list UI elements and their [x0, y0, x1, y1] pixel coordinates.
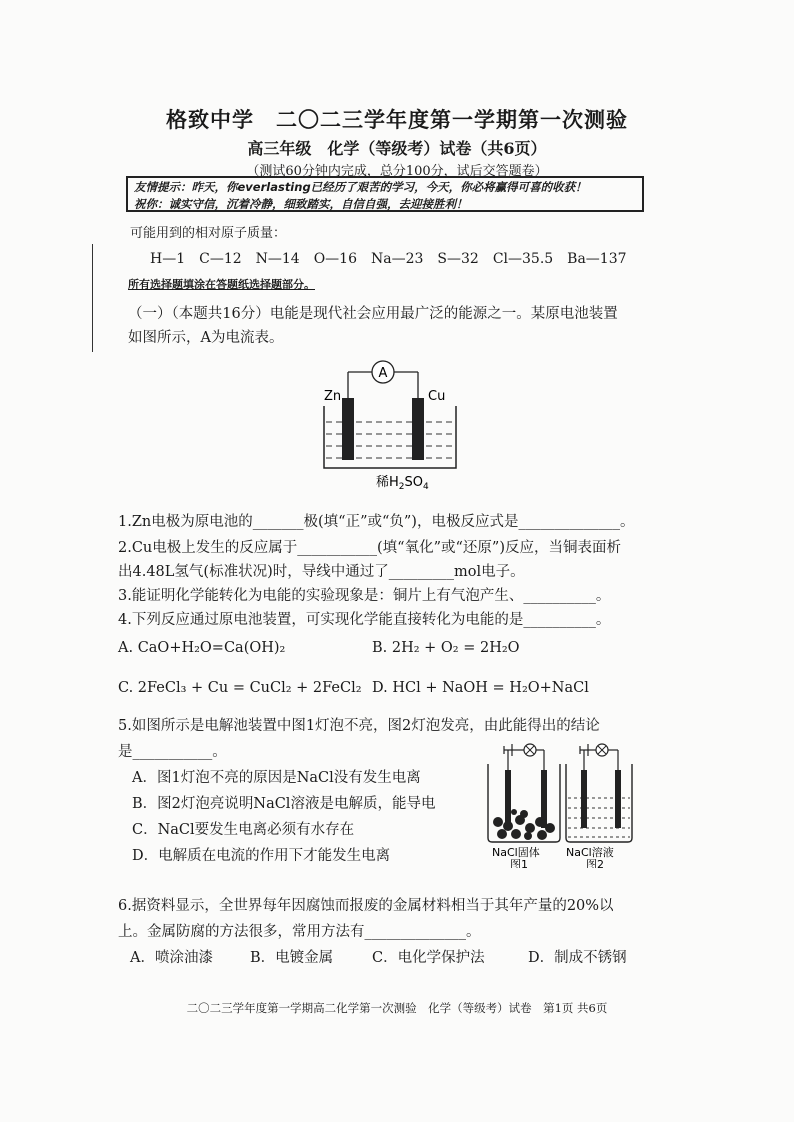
electrolyte-label: 稀$H_2SO_4$ [376, 475, 429, 492]
selection-rule: 所有选择题填涂在答题纸选择题部分。 [128, 278, 315, 291]
atomic-mass-note: 可能用到的相对原子质量： [130, 226, 287, 241]
q5-option-c: C．NaCl要发生电离必须有水存在 [132, 822, 355, 838]
exam-title: 格致中学 二〇二三学年度第一学期第一次测验 [166, 107, 628, 132]
q5-option-b: B．图2灯泡亮说明NaCl溶液是电解质，能导电 [132, 796, 436, 812]
q6-option-c: C．电化学保护法 [372, 950, 485, 966]
question-1: 1.Zn电极为原电池的_______极(填“正”或“负”)，电极反应式是______________。 [118, 514, 635, 530]
figure-1-caption: 图1 [510, 858, 528, 868]
figure-2-label: NaCl溶液 [566, 846, 614, 859]
q5-option-a: A．图1灯泡不亮的原因是NaCl没有发生电离 [132, 770, 421, 786]
tip-line-1: 友情提示：昨天，你everlasting已经历了艰苦的学习，今天，你必将赢得可喜的收获！ [134, 180, 587, 194]
question-3: 3.能证明化学能转化为电能的实验现象是：铜片上有气泡产生、__________。 [118, 588, 611, 604]
exam-instruction: （测试60分钟内完成，总分100分，试后交答题卷） [246, 164, 548, 179]
friendly-tip-box [126, 176, 644, 212]
cu-label: Cu [428, 389, 446, 404]
question-5-line2: 是___________。 [118, 744, 227, 760]
figure-2-caption: 图2 [586, 858, 604, 868]
exam-subtitle: 高三年级 化学（等级考）试卷（共6页） [247, 139, 547, 158]
figure-1-label: NaCl固体 [492, 846, 540, 859]
question-6-line1: 6.据资料显示，全世界每年因腐蚀而报废的金属材料相当于其年产量的20%以 [118, 898, 614, 914]
question-6-line2: 上。金属防腐的方法很多，常用方法有______________。 [118, 924, 481, 940]
q6-option-d: D．制成不锈钢 [528, 950, 627, 966]
cu-electrode [412, 398, 424, 460]
q4-option-c: C. 2FeCl₃ + Cu = CuCl₂ + 2FeCl₂ [118, 680, 362, 696]
ammeter-label: A [378, 366, 388, 381]
figure-1-beaker [488, 744, 560, 842]
binding-line [92, 244, 93, 352]
question-4: 4.下列反应通过原电池装置，可实现化学能直接转化为电能的是__________。 [118, 612, 611, 628]
q4-option-b: B. 2H₂ + O₂ = 2H₂O [372, 640, 520, 656]
figure-2-beaker [566, 744, 632, 842]
atomic-mass-list: H—1 C—12 N—14 O—16 Na—23 S—32 Cl—35.5 Ba—137 [150, 251, 627, 267]
electrolysis-diagram [478, 742, 638, 868]
galvanic-cell-diagram [316, 356, 476, 492]
q4-option-d: D. HCl + NaOH = H₂O+NaCl [372, 680, 589, 696]
tip-line-2: 祝你：诚实守信，沉着冷静，细致踏实，自信自强，去迎接胜利！ [134, 197, 468, 211]
section1-intro-line2: 如图所示，A为电流表。 [128, 330, 284, 346]
zn-label: Zn [324, 389, 342, 404]
q5-option-d: D．电解质在电流的作用下才能发生电离 [132, 848, 391, 864]
zn-electrode [342, 398, 354, 460]
q6-option-b: B．电镀金属 [250, 950, 334, 966]
section1-intro-line1: （一）（本题共16分）电能是现代社会应用最广泛的能源之一。某原电池装置 [128, 306, 618, 322]
q6-option-a: A．喷涂油漆 [130, 950, 213, 966]
question-2-line1: 2.Cu电极上发生的反应属于___________(填“氧化”或“还原”)反应，当铜表面析 [118, 540, 621, 556]
q4-option-a: A. CaO+H₂O=Ca(OH)₂ [118, 640, 286, 656]
question-5-line1: 5.如图所示是电解池装置中图1灯泡不亮，图2灯泡发亮，由此能得出的结论 [118, 718, 600, 734]
page-footer: 二〇二三学年度第一学期高二化学第一次测验 化学（等级考）试卷 第1页 共6页 [186, 1001, 608, 1015]
question-2-line2: 出4.48L氢气(标准状况)时，导线中通过了_________mol电子。 [118, 564, 525, 580]
